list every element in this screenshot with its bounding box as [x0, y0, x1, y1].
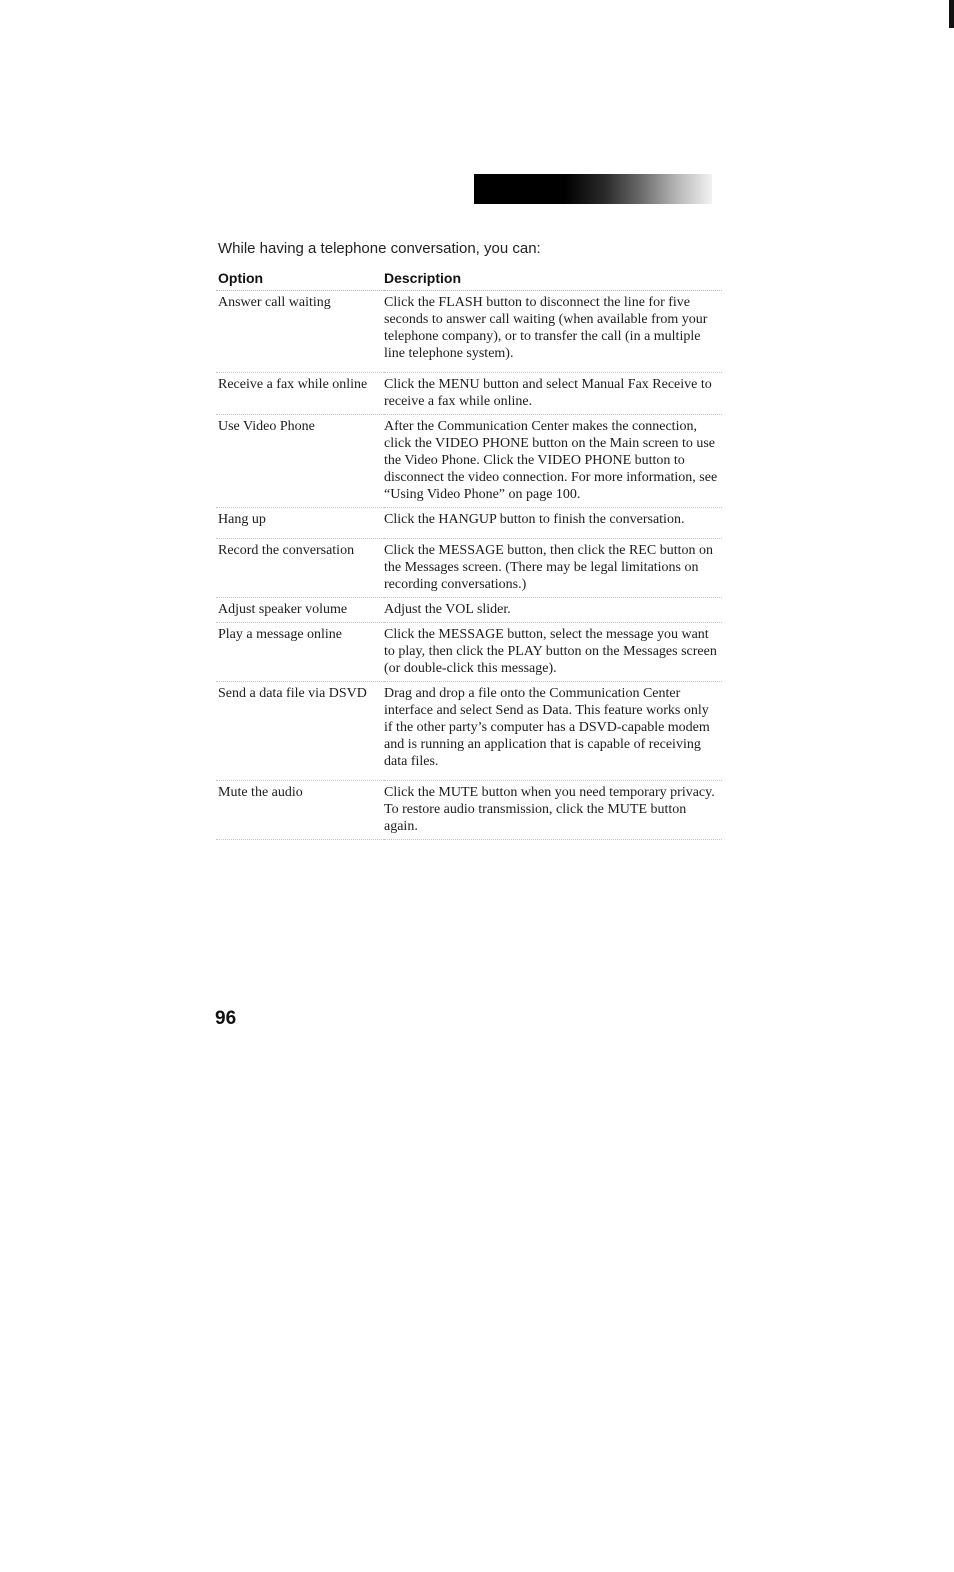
- intro-text: While having a telephone conversation, you can:: [218, 240, 541, 257]
- description-cell: Adjust the VOL slider.: [384, 598, 722, 623]
- table-row: [216, 373, 722, 415]
- table-row: [216, 781, 722, 840]
- page-number: 96: [215, 1008, 237, 1029]
- description-cell: Click the MESSAGE button, select the message you want to play, then click the PLAY button on the Messages screen (or double-click this message).: [384, 623, 722, 682]
- option-cell: Mute the audio: [216, 781, 384, 840]
- option-cell: Hang up: [216, 508, 384, 539]
- table-row: [216, 623, 722, 682]
- description-cell: Drag and drop a file onto the Communication Center interface and select Send as Data. This feature works only if the other party’s computer has a DSVD-capable modem and is running an application that is capable of receiving data files.: [384, 682, 722, 781]
- option-cell: Use Video Phone: [216, 415, 384, 508]
- description-cell: Click the MENU button and select Manual Fax Receive to receive a fax while online.: [384, 373, 722, 415]
- description-cell: Click the HANGUP button to finish the conversation.: [384, 508, 722, 539]
- option-cell: Adjust speaker volume: [216, 598, 384, 623]
- column-header-description: Description: [384, 268, 722, 291]
- table-row: [216, 682, 722, 781]
- option-cell: Send a data file via DSVD: [216, 682, 384, 781]
- description-cell: Click the MUTE button when you need temporary privacy. To restore audio transmission, click the MUTE button again.: [384, 781, 722, 840]
- table-row: [216, 415, 722, 508]
- options-table: [216, 268, 722, 840]
- table-row: [216, 291, 722, 373]
- table-row: [216, 539, 722, 598]
- table-row: [216, 508, 722, 539]
- description-cell: After the Communication Center makes the connection, click the VIDEO PHONE button on the Main screen to use the Video Phone. Click the VIDEO PHONE button to disconnect the video connection. For more information, see “Using Video Phone” on page 100.: [384, 415, 722, 508]
- description-cell: Click the FLASH button to disconnect the line for five seconds to answer call waiting (when available from your telephone company), or to transfer the call (in a multiple line telephone system).: [384, 291, 722, 373]
- page-edge-mark: [949, 0, 954, 28]
- column-header-option: Option: [216, 268, 384, 291]
- table-row: [216, 598, 722, 623]
- option-cell: Record the conversation: [216, 539, 384, 598]
- description-cell: Click the MESSAGE button, then click the REC button on the Messages screen. (There may be legal limitations on recording conversations.): [384, 539, 722, 598]
- table-header-row: [216, 268, 722, 291]
- option-cell: Answer call waiting: [216, 291, 384, 373]
- option-cell: Play a message online: [216, 623, 384, 682]
- section-header-bar: [474, 174, 712, 204]
- option-cell: Receive a fax while online: [216, 373, 384, 415]
